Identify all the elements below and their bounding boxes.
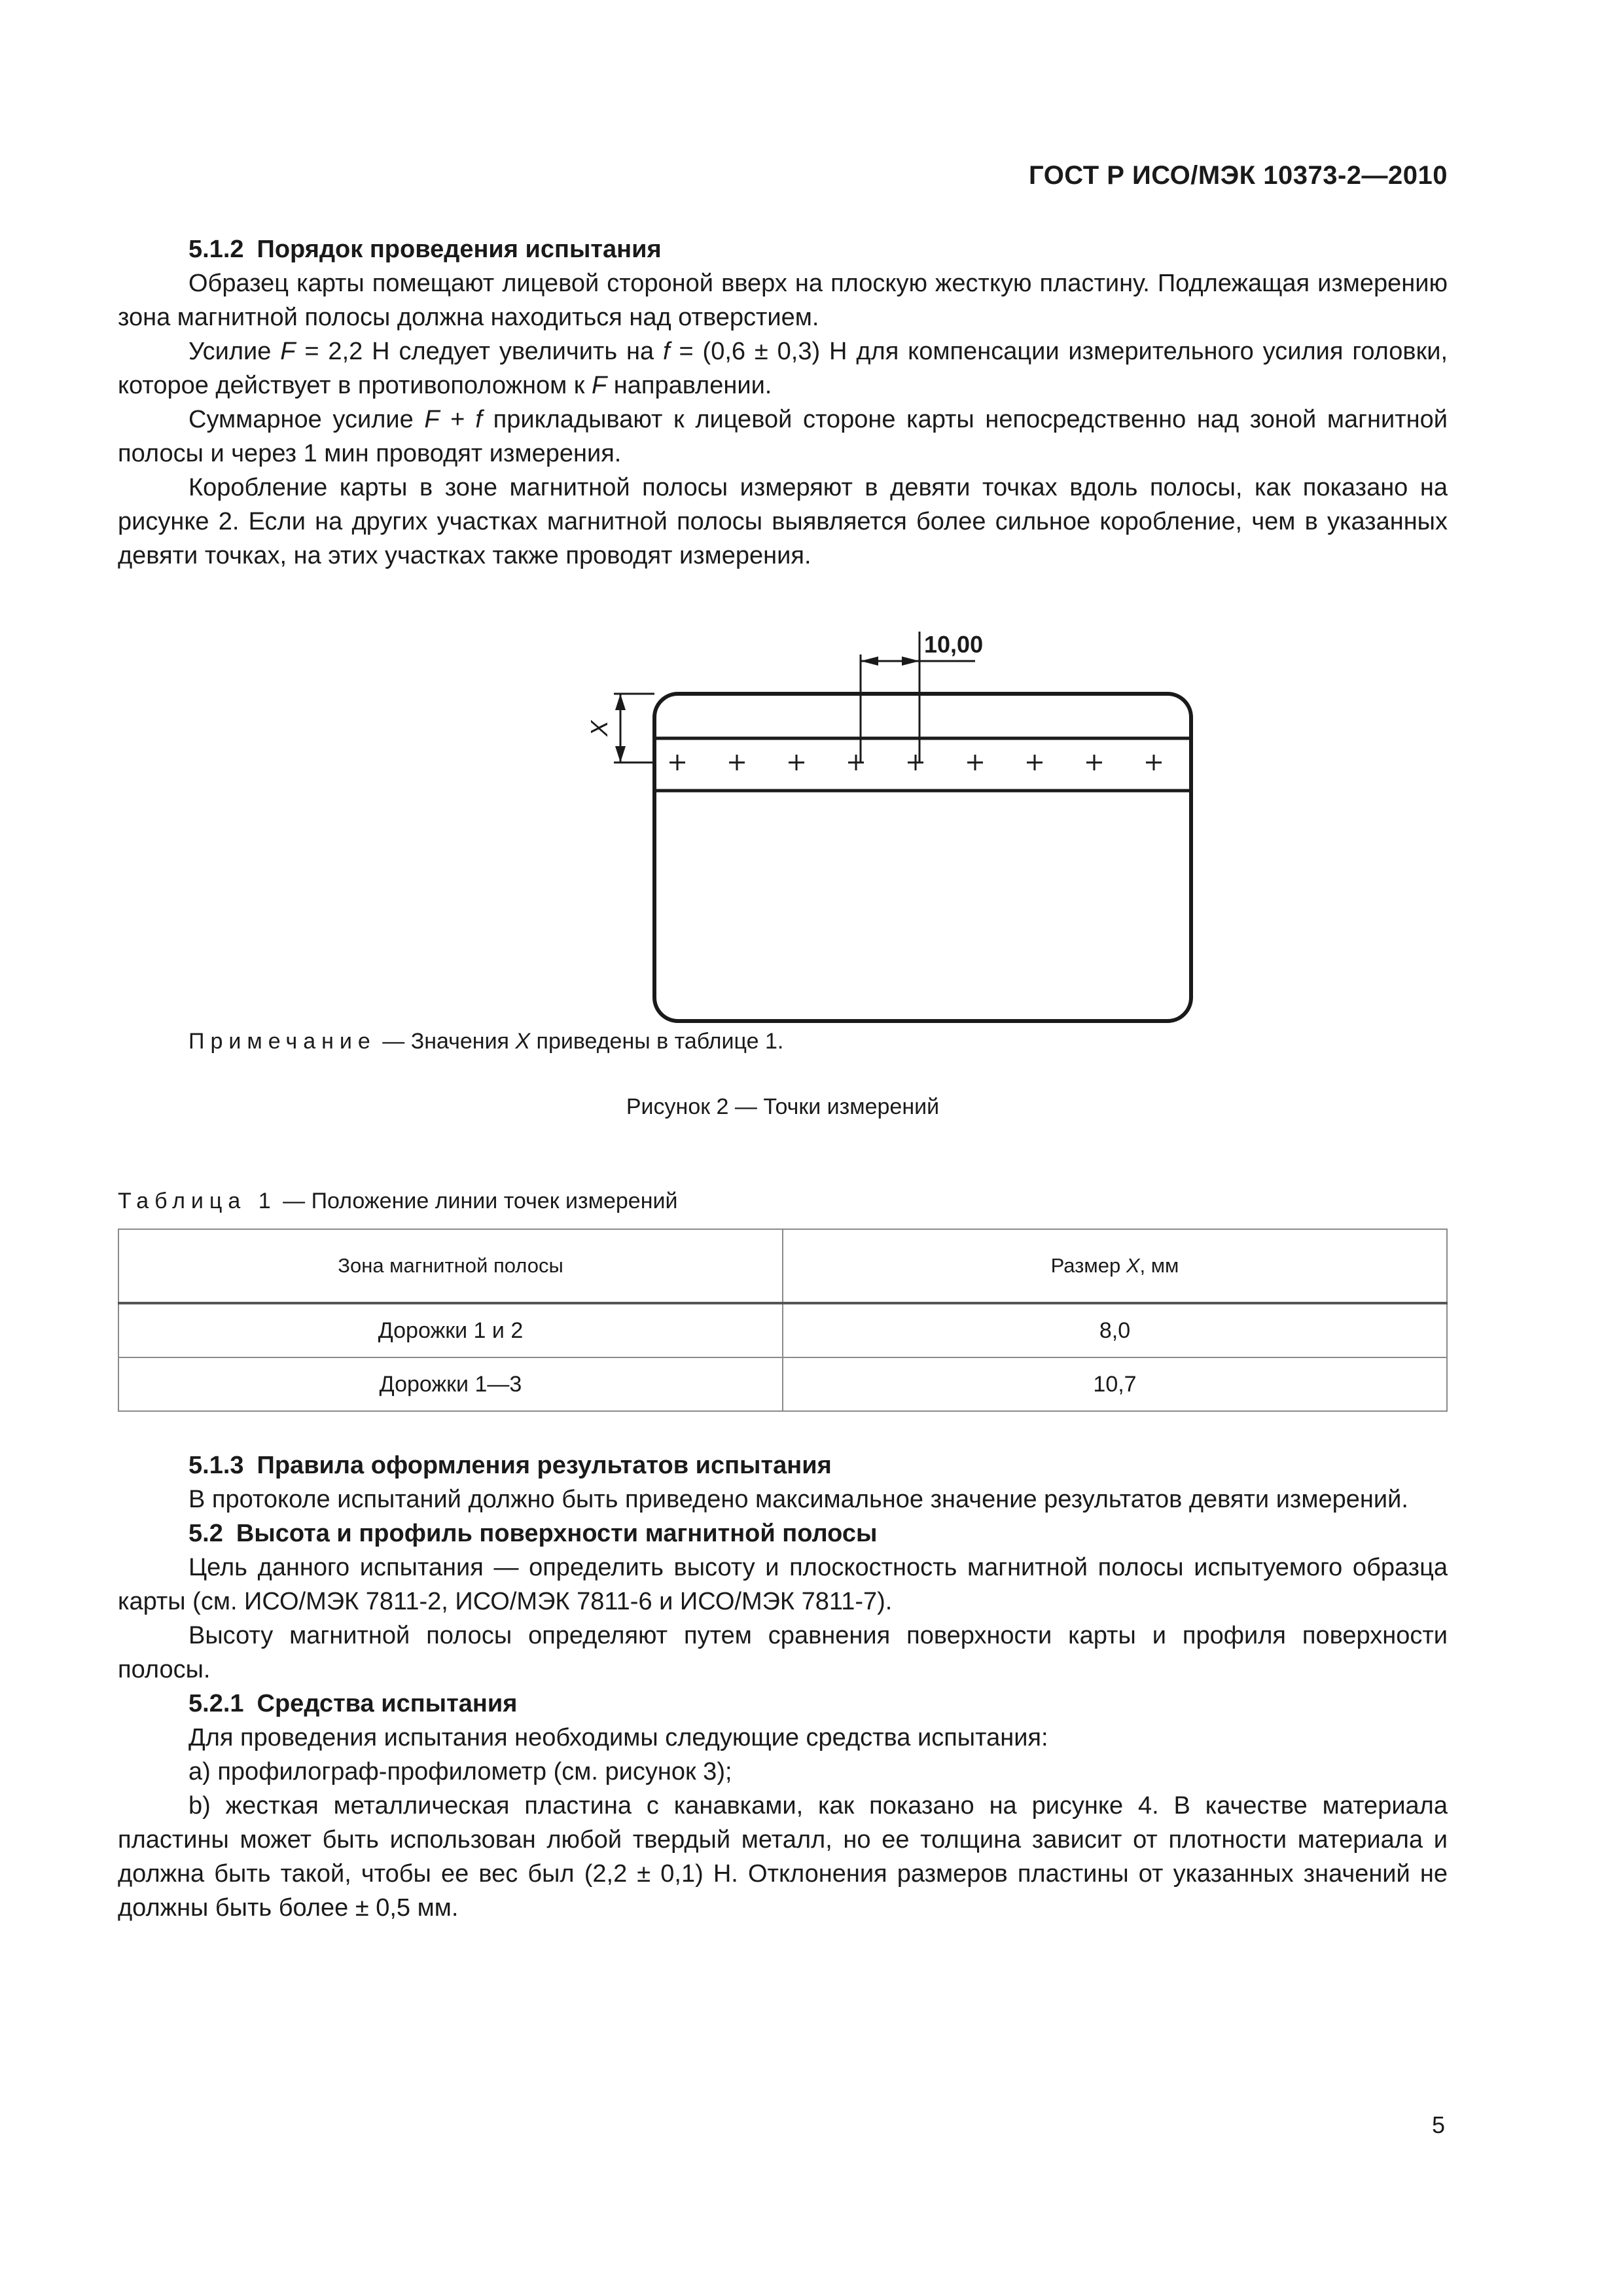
column-header-zone: Зона магнитной полосы bbox=[118, 1229, 783, 1303]
main-content bbox=[118, 232, 1448, 1925]
x-label: X bbox=[586, 720, 613, 736]
section-5-1-2-heading bbox=[118, 232, 1448, 266]
table-row bbox=[118, 1303, 1447, 1357]
column-header-size: Размер X, мм bbox=[783, 1229, 1447, 1303]
table-cell-size: 8,0 bbox=[783, 1303, 1447, 1357]
dim-arrow-right bbox=[902, 656, 919, 666]
figure-note: Примечание — Значения X приведены в таблице 1. bbox=[188, 1029, 784, 1054]
measurement-line-table bbox=[118, 1229, 1448, 1412]
paragraph: Высоту магнитной полосы определяют путем сравнения поверхности карты и профиля поверхности полосы. bbox=[118, 1622, 1448, 1683]
measurement-point-plus bbox=[1086, 755, 1102, 770]
measurement-point-plus bbox=[789, 755, 804, 770]
card-outline bbox=[654, 694, 1191, 1021]
card-diagram bbox=[465, 605, 1198, 1024]
section-5-2-1-heading: 5.2.1 Средства испытания bbox=[188, 1690, 518, 1717]
dimension-label: 10,00 bbox=[924, 631, 984, 658]
measurement-point-plus bbox=[967, 755, 983, 770]
section-title: Порядок проведения испытания bbox=[257, 236, 662, 263]
measurement-point-plus bbox=[908, 755, 923, 770]
paragraph: Образец карты помещают лицевой стороной вверх на плоскую жесткую пластину. Подлежащая измерению зона магнитной полосы должна находиться над отверстием. bbox=[118, 270, 1448, 331]
paragraph: Коробление карты в зоне магнитной полосы измеряют в девяти точках вдоль полосы, как показано на рисунке 2. Если на других участках магнитной полосы выявляется более сильное коробление, чем в указанных девяти точках, на этих участках также проводят измерения. bbox=[118, 474, 1448, 569]
table-cell-size: 10,7 bbox=[783, 1357, 1447, 1411]
paragraph: Цель данного испытания — определить высоту и плоскостность магнитной полосы испытуемого образца карты (см. ИСО/МЭК 7811-2, ИСО/МЭК 7811-6 и ИСО/МЭК 7811-7). bbox=[118, 1554, 1448, 1615]
section-5-2-heading: 5.2 Высота и профиль поверхности магнитной полосы bbox=[188, 1520, 878, 1547]
x-arrow-bottom bbox=[615, 746, 626, 762]
table-label: Таблица 1 bbox=[118, 1189, 277, 1213]
table-row bbox=[118, 1357, 1447, 1411]
section-number: 5.1.2 bbox=[188, 236, 244, 263]
x-arrow-top bbox=[615, 694, 626, 710]
table-header-row bbox=[118, 1229, 1447, 1303]
list-item: a) профилограф-профилометр (см. рисунок 3); bbox=[188, 1758, 732, 1785]
figure-caption: Рисунок 2 — Точки измерений bbox=[626, 1094, 940, 1119]
list-item: b) жесткая металлическая пластина с канавками, как показано на рисунке 4. В качестве материала пластины может быть использован любой твердый металл, но ее толщина зависит от плотности материала и должна быть такой, чтобы ее вес был (2,2 ± 0,1) Н. Отклонения размеров пластины от указанных значений не должны быть более ± 0,5 мм. bbox=[118, 1792, 1448, 1922]
paragraph: Усилие F = 2,2 Н следует увеличить на f = (0,6 ± 0,3) Н для компенсации измерительного усилия головки, которое действует в противоположном к F направлении. bbox=[118, 338, 1448, 399]
dim-arrow-left bbox=[861, 656, 878, 666]
measurement-point-plus bbox=[729, 755, 745, 770]
paragraph: В протоколе испытаний должно быть приведено максимальное значение результатов девяти измерений. bbox=[188, 1486, 1408, 1513]
measurement-point-plus bbox=[1027, 755, 1043, 770]
measurement-point-plus bbox=[669, 755, 685, 770]
table-cell-zone: Дорожки 1 и 2 bbox=[118, 1303, 783, 1357]
paragraph: Для проведения испытания необходимы следующие средства испытания: bbox=[188, 1724, 1048, 1751]
note-label: Примечание bbox=[188, 1029, 376, 1054]
measurement-points bbox=[669, 755, 1162, 770]
document-header: ГОСТ Р ИСО/МЭК 10373-2—2010 bbox=[1029, 161, 1448, 190]
measurement-point-plus bbox=[1146, 755, 1162, 770]
table-title: Таблица 1 — Положение линии точек измерений bbox=[118, 1189, 678, 1213]
page-number: 5 bbox=[1431, 2111, 1445, 2138]
figure-measurement-points bbox=[118, 605, 1448, 1024]
section-5-1-3-heading: 5.1.3 Правила оформления результатов испытания bbox=[188, 1452, 832, 1479]
paragraph: Суммарное усилие F + f прикладывают к лицевой стороне карты непосредственно над зоной магнитной полосы и через 1 мин проводят измерения. bbox=[118, 406, 1448, 467]
table-cell-zone: Дорожки 1—3 bbox=[118, 1357, 783, 1411]
